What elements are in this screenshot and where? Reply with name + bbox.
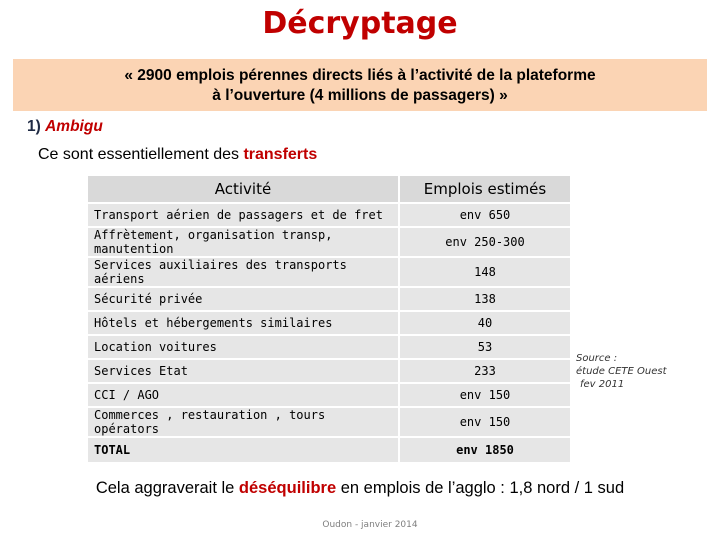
total-label: TOTAL bbox=[88, 438, 398, 462]
row-jobs: 233 bbox=[398, 360, 570, 382]
row-activity: Sécurité privée bbox=[88, 288, 398, 310]
table-row bbox=[88, 336, 570, 358]
table-row bbox=[88, 258, 570, 286]
table-row bbox=[88, 360, 570, 382]
table-row bbox=[88, 408, 570, 436]
header-activite: Activité bbox=[88, 176, 398, 202]
table-row bbox=[88, 204, 570, 226]
source-note bbox=[576, 352, 667, 391]
quote-box bbox=[13, 59, 707, 111]
row-jobs: 148 bbox=[398, 258, 570, 286]
conclusion-suffix: en emplois de l’agglo : 1,8 nord / 1 sud bbox=[336, 479, 625, 497]
row-jobs: 138 bbox=[398, 288, 570, 310]
table-row bbox=[88, 312, 570, 334]
row-jobs: env 150 bbox=[398, 408, 570, 436]
subtitle bbox=[38, 146, 317, 164]
row-jobs: 53 bbox=[398, 336, 570, 358]
row-activity: Transport aérien de passagers et de fret bbox=[88, 204, 398, 226]
table-header-row bbox=[88, 176, 570, 202]
quote-line-2: à l’ouverture (4 millions de passagers) » bbox=[212, 87, 508, 104]
header-emplois: Emplois estimés bbox=[398, 176, 570, 202]
source-line-3: fev 2011 bbox=[580, 379, 625, 390]
page-title: Décryptage bbox=[262, 6, 458, 41]
table-row bbox=[88, 228, 570, 256]
row-jobs: env 150 bbox=[398, 384, 570, 406]
row-activity: Services Etat bbox=[88, 360, 398, 382]
section-label: Ambigu bbox=[45, 118, 103, 135]
table-row bbox=[88, 384, 570, 406]
source-line-2: étude CETE Ouest bbox=[576, 366, 667, 377]
row-activity: Hôtels et hébergements similaires bbox=[88, 312, 398, 334]
subtitle-prefix: Ce sont essentiellement des bbox=[38, 146, 244, 163]
source-line-1: Source : bbox=[576, 353, 618, 364]
row-jobs: env 650 bbox=[398, 204, 570, 226]
section-heading bbox=[27, 118, 103, 136]
section-number: 1) bbox=[27, 118, 41, 135]
row-activity: CCI / AGO bbox=[88, 384, 398, 406]
row-jobs: env 250-300 bbox=[398, 228, 570, 256]
table-row bbox=[88, 288, 570, 310]
footer: Oudon - janvier 2014 bbox=[322, 520, 418, 530]
conclusion-highlight: déséquilibre bbox=[238, 479, 337, 497]
row-activity: Affrètement, organisation transp, manutention bbox=[88, 228, 398, 256]
jobs-table bbox=[88, 174, 570, 464]
row-activity: Services auxiliaires des transports aériens bbox=[88, 258, 398, 286]
conclusion-prefix: Cela aggraverait le bbox=[95, 479, 239, 497]
total-value: env 1850 bbox=[398, 438, 570, 462]
subtitle-highlight: transferts bbox=[243, 146, 318, 163]
row-activity: Location voitures bbox=[88, 336, 398, 358]
table-total-row bbox=[88, 438, 570, 462]
row-activity: Commerces , restauration , tours opérators bbox=[88, 408, 398, 436]
quote-line-1: « 2900 emplois pérennes directs liés à l’activité de la plateforme bbox=[124, 67, 596, 84]
row-jobs: 40 bbox=[398, 312, 570, 334]
conclusion bbox=[0, 479, 720, 498]
